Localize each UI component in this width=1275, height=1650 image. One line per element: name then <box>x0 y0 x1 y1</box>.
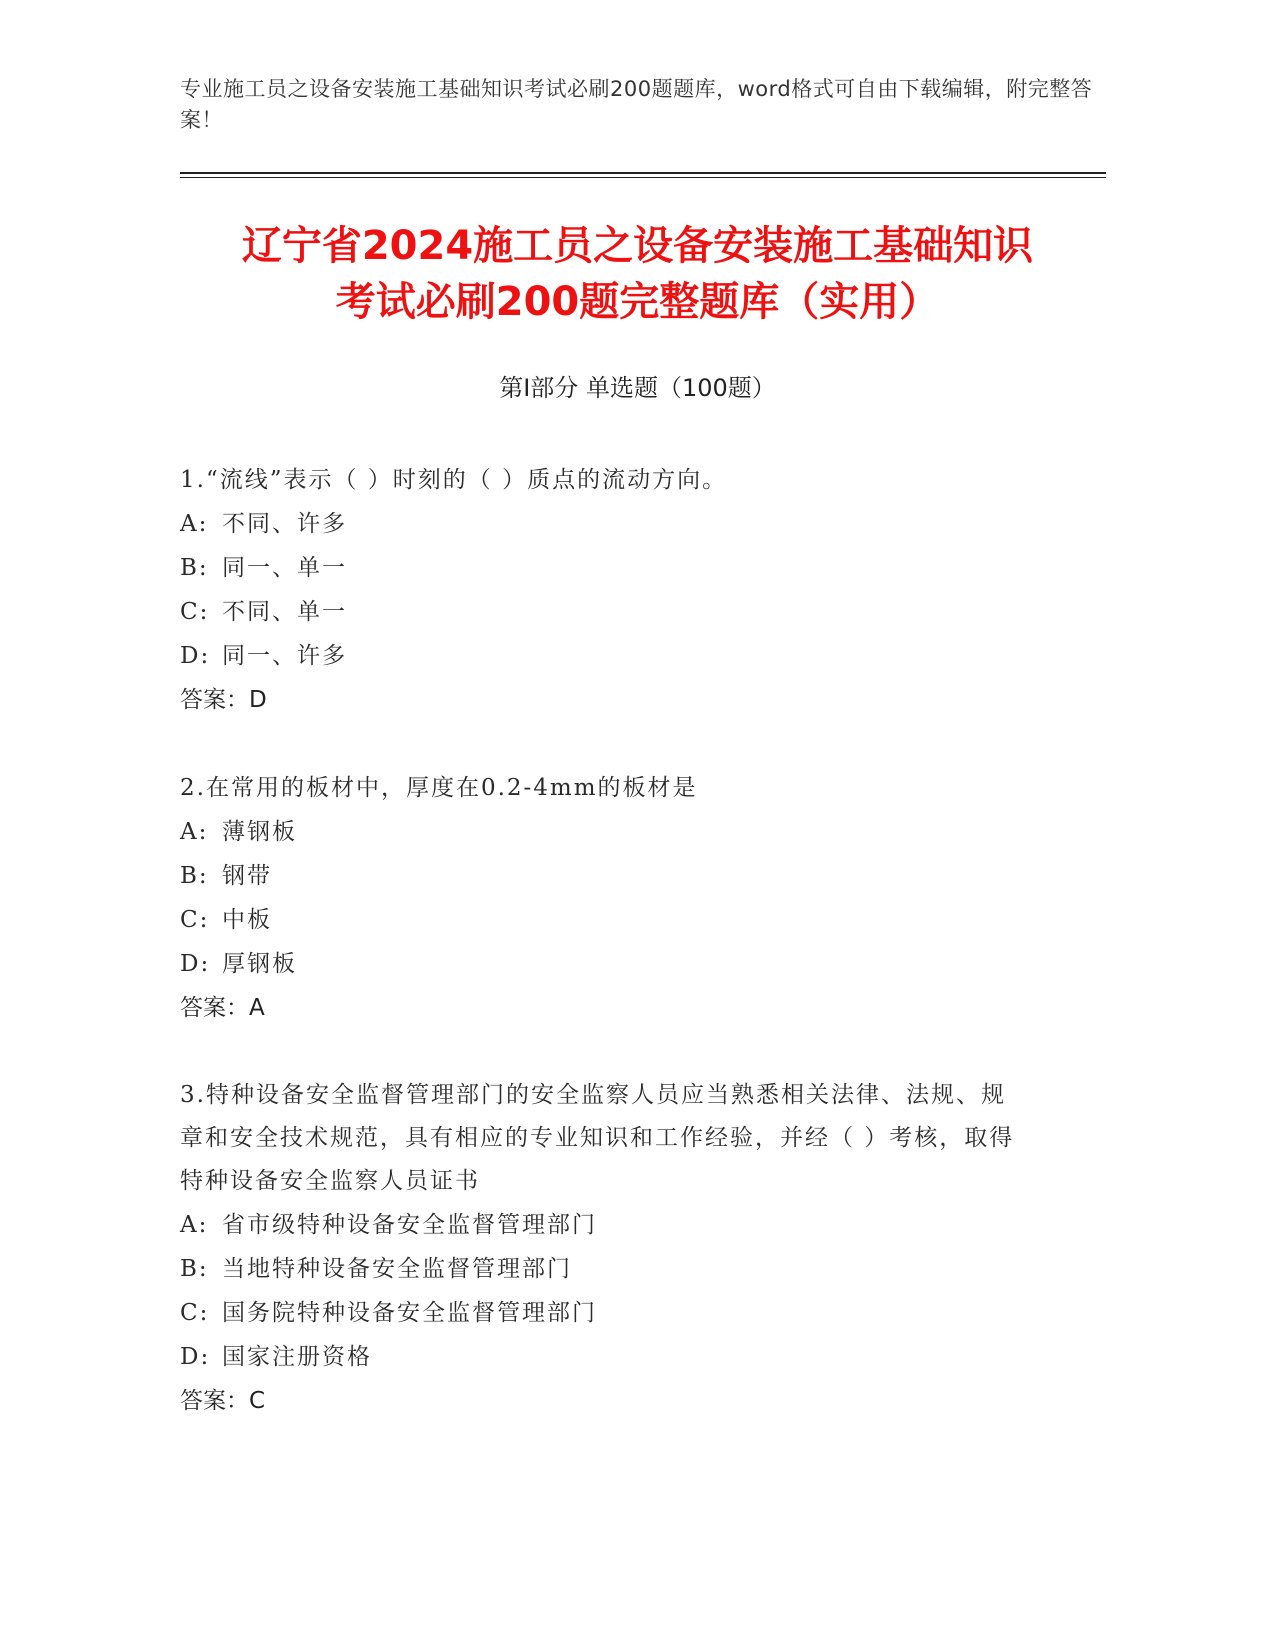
question-stem: 1.“流线”表示（ ）时刻的（ ）质点的流动方向。 <box>180 467 728 493</box>
option-letter: B: <box>180 555 209 581</box>
option-letter: C: <box>180 1300 210 1326</box>
question-3 <box>180 1074 1020 1423</box>
answer-line <box>180 678 1020 722</box>
title-line-2: 考试必刷200题完整题库（实用） <box>335 279 940 325</box>
answer-label: 答案： <box>180 687 249 713</box>
question-1 <box>180 458 1020 722</box>
option-b <box>180 854 1020 898</box>
option-text: 厚钢板 <box>222 951 297 977</box>
section-title: 第I部分 单选题（100题） <box>499 374 776 402</box>
answer-line <box>180 1379 1020 1423</box>
answer-value: A <box>249 995 265 1021</box>
title-line-1: 辽宁省2024施工员之设备安装施工基础知识 <box>241 223 1034 269</box>
option-c <box>180 1291 1020 1335</box>
option-letter: C: <box>180 907 210 933</box>
answer-label: 答案： <box>180 1388 249 1414</box>
option-text: 省市级特种设备安全监督管理部门 <box>222 1212 597 1238</box>
option-c <box>180 898 1020 942</box>
option-text: 国家注册资格 <box>222 1344 372 1370</box>
option-text: 国务院特种设备安全监督管理部门 <box>222 1300 597 1326</box>
option-text: 同一、单一 <box>222 555 347 581</box>
option-letter: A: <box>180 1212 209 1238</box>
option-text: 中板 <box>222 907 272 933</box>
option-d <box>180 1335 1020 1379</box>
option-letter: C: <box>180 599 210 625</box>
question-list <box>180 458 1020 1467</box>
header-rule-thick <box>180 172 1106 174</box>
option-b <box>180 546 1020 590</box>
option-letter: D: <box>180 1344 211 1370</box>
option-a <box>180 1203 1020 1247</box>
option-letter: D: <box>180 951 211 977</box>
option-letter: D: <box>180 643 211 669</box>
option-a <box>180 502 1020 546</box>
option-b <box>180 1247 1020 1291</box>
option-text: 同一、许多 <box>222 643 347 669</box>
option-text: 不同、许多 <box>222 511 347 537</box>
question-stem: 3.特种设备安全监督管理部门的安全监察人员应当熟悉相关法律、法规、规章和安全技术规范，具有相应的专业知识和工作经验，并经（ ）考核，取得特种设备安全监察人员证书 <box>180 1082 1015 1194</box>
option-text: 薄钢板 <box>222 819 297 845</box>
option-text: 钢带 <box>222 863 272 889</box>
option-text: 不同、单一 <box>222 599 347 625</box>
option-letter: B: <box>180 1256 209 1282</box>
question-2 <box>180 766 1020 1030</box>
option-a <box>180 810 1020 854</box>
answer-value: D <box>249 687 267 713</box>
option-d <box>180 942 1020 986</box>
answer-value: C <box>249 1388 266 1414</box>
option-letter: A: <box>180 511 209 537</box>
option-text: 当地特种设备安全监督管理部门 <box>222 1256 572 1282</box>
option-c <box>180 590 1020 634</box>
document-title <box>150 218 1125 330</box>
question-stem: 2.在常用的板材中，厚度在0.2-4mm的板材是 <box>180 775 698 801</box>
option-letter: B: <box>180 863 209 889</box>
answer-line <box>180 986 1020 1030</box>
header-note: 专业施工员之设备安装施工基础知识考试必刷200题题库，word格式可自由下载编辑，附完整答案！ <box>180 77 1093 132</box>
option-letter: A: <box>180 819 209 845</box>
option-d <box>180 634 1020 678</box>
answer-label: 答案： <box>180 995 249 1021</box>
header-rule-thin <box>180 177 1106 178</box>
